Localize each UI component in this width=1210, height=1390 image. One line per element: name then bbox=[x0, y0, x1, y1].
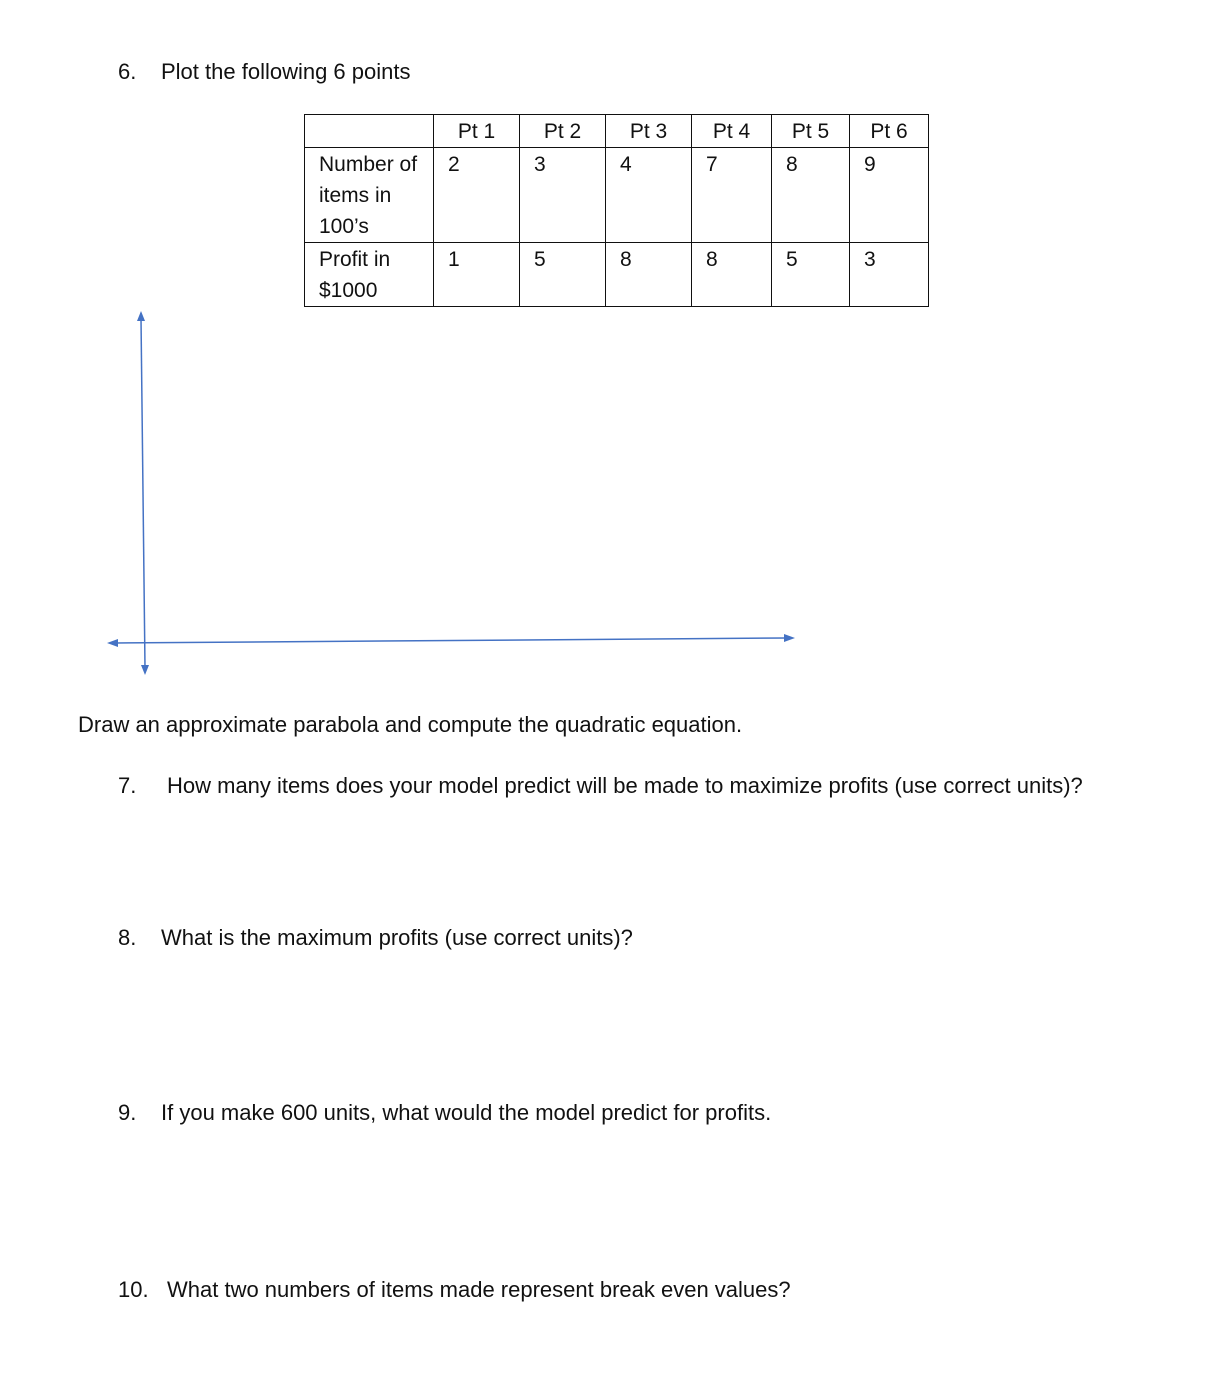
question-8-text: What is the maximum profits (use correct units)? bbox=[161, 925, 633, 950]
row-label: Number of items in 100’s bbox=[305, 148, 434, 243]
table-cell: 8 bbox=[606, 243, 692, 307]
table-header-cell: Pt 3 bbox=[606, 115, 692, 148]
question-9-number: 9. bbox=[118, 1100, 137, 1125]
table-header-cell: Pt 5 bbox=[772, 115, 850, 148]
question-9-text: If you make 600 units, what would the model predict for profits. bbox=[161, 1100, 772, 1125]
question-10-text: What two numbers of items made represent break even values? bbox=[167, 1277, 791, 1302]
y-axis-up-arrow bbox=[137, 311, 145, 321]
x-axis-right-arrow bbox=[784, 634, 795, 642]
question-8-number: 8. bbox=[118, 925, 137, 950]
table-header-cell: Pt 2 bbox=[520, 115, 606, 148]
row-label: Profit in $1000 bbox=[305, 243, 434, 307]
table-header-cell: Pt 6 bbox=[850, 115, 929, 148]
table-cell: 5 bbox=[520, 243, 606, 307]
table-cell: 5 bbox=[772, 243, 850, 307]
x-axis-line bbox=[116, 638, 787, 643]
table-header-cell: Pt 4 bbox=[692, 115, 772, 148]
question-9 bbox=[118, 1099, 771, 1127]
question-7-number: 7. bbox=[118, 773, 137, 798]
y-axis-line bbox=[141, 318, 145, 668]
x-axis-left-arrow bbox=[107, 639, 118, 647]
question-6-number: 6. bbox=[118, 59, 137, 84]
table-header-cell: Pt 1 bbox=[434, 115, 520, 148]
table-cell: 3 bbox=[520, 148, 606, 243]
parabola-instruction: Draw an approximate parabola and compute the quadratic equation. bbox=[78, 712, 743, 737]
table-cell: 8 bbox=[692, 243, 772, 307]
table-cell: 4 bbox=[606, 148, 692, 243]
question-8 bbox=[118, 924, 633, 952]
question-6-text: Plot the following 6 points bbox=[161, 59, 411, 84]
question-10-number: 10. bbox=[118, 1277, 149, 1302]
question-7 bbox=[118, 772, 1083, 800]
question-10 bbox=[118, 1276, 791, 1304]
table-cell: 8 bbox=[772, 148, 850, 243]
table-cell: 7 bbox=[692, 148, 772, 243]
question-7-text: How many items does your model predict will be made to maximize profits (use correct units)? bbox=[167, 773, 1083, 798]
table-cell: 2 bbox=[434, 148, 520, 243]
table-cell: 3 bbox=[850, 243, 929, 307]
y-axis-down-arrow bbox=[141, 665, 149, 675]
table-cell: 9 bbox=[850, 148, 929, 243]
table-cell: 1 bbox=[434, 243, 520, 307]
